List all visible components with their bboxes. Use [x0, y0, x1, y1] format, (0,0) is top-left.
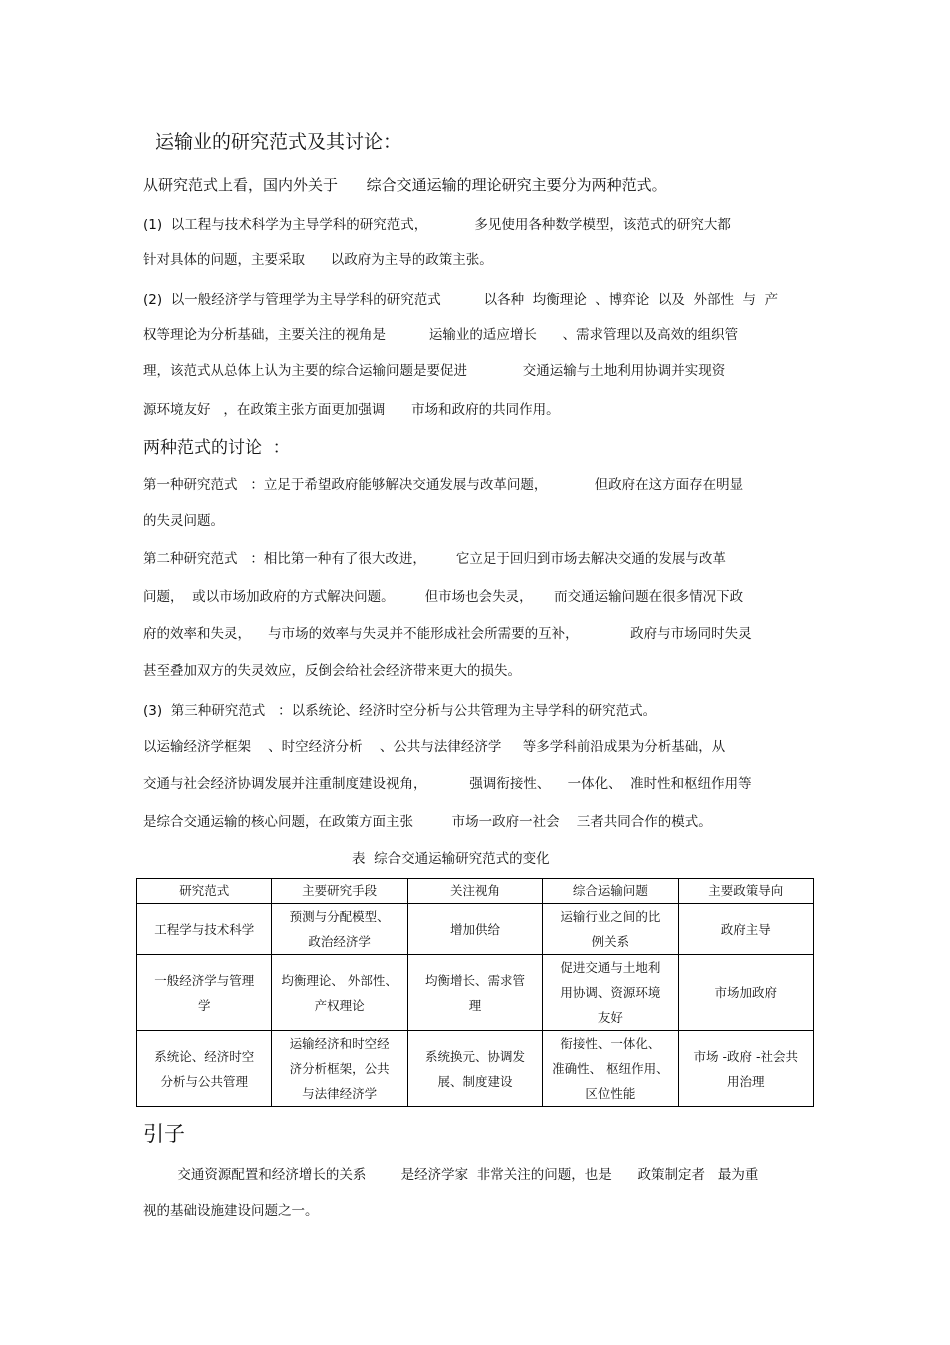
table-caption: 表 综合交通运输研究范式的变化: [352, 851, 550, 867]
table-cell: 增加供给: [407, 904, 542, 955]
paradigm3-line2: 以运输经济学框架 、时空经济分析 、公共与法律经济学 等多学科前沿成果为分析基础，从: [143, 739, 726, 755]
discussion2-line4: 甚至叠加双方的失灵效应，反倒会给社会经济带来更大的损失。: [143, 663, 521, 679]
discussion-heading: 两种范式的讨论 ：: [143, 438, 290, 458]
discussion2-line2: 问题， 或以市场加政府的方式解决问题。 但市场也会失灵， 而交通运输问题在很多情况下政: [143, 589, 744, 605]
table-header-cell: 综合运输问题: [543, 879, 678, 904]
table-header-cell: 关注视角: [407, 879, 542, 904]
table-cell: 系统换元、协调发 展、制度建设: [407, 1031, 542, 1107]
table-header-cell: 主要研究手段: [272, 879, 407, 904]
section-heading: 引子: [143, 1122, 185, 1146]
paradigm2-line3: 理，该范式从总体上认为主要的综合运输问题是要促进 交通运输与土地利用协调并实现资: [143, 363, 726, 379]
table-row: [137, 955, 814, 1031]
section-text-line2: 视的基础设施建设问题之一。: [143, 1203, 319, 1219]
paradigm1-line1: (1) 以工程与技术科学为主导学科的研究范式， 多见使用各种数学模型，该范式的研究大都: [143, 217, 731, 233]
paradigm-table: [136, 878, 814, 1107]
table-cell: 一般经济学与管理 学: [137, 955, 272, 1031]
table-cell: 市场 -政府 -社会共 用治理: [678, 1031, 813, 1107]
paradigm2-line2: 权等理论为分析基础，主要关注的视角是 运输业的适应增长 、需求管理以及高效的组织管: [143, 327, 739, 343]
paradigm2-line4: 源环境友好 ，在政策主张方面更加强调 市场和政府的共同作用。: [143, 402, 560, 418]
discussion1-line2: 的失灵问题。: [143, 513, 224, 529]
table-cell: 市场加政府: [678, 955, 813, 1031]
table-cell: 运输经济和时空经 济分析框架，公共 与法律经济学: [272, 1031, 407, 1107]
section-text-line1: 交通资源配置和经济增长的关系 是经济学家 非常关注的问题，也是 政策制定者 最为重: [143, 1167, 759, 1183]
table-cell: 政府主导: [678, 904, 813, 955]
paradigm3-line4: 是综合交通运输的核心问题，在政策方面主张 市场一政府一社会 三者共同合作的模式。: [143, 814, 712, 830]
discussion1-line1: 第一种研究范式 ：立足于希望政府能够解决交通发展与改革问题， 但政府在这方面存在明显: [143, 477, 744, 493]
page-title: 运输业的研究范式及其讨论：: [155, 131, 403, 153]
intro-paragraph: 从研究范式上看，国内外关于 综合交通运输的理论研究主要分为两种范式。: [143, 176, 667, 194]
paradigm2-line1: (2) 以一般经济学与管理学为主导学科的研究范式 以各种 均衡理论 、博弈论 以及 外部性 与 产: [143, 292, 779, 308]
discussion2-line1: 第二种研究范式 ：相比第一种有了很大改进， 它立足于回归到市场去解决交通的发展与改革: [143, 551, 726, 567]
table-cell: 均衡增长、需求管 理: [407, 955, 542, 1031]
table-cell: 运输行业之间的比 例关系: [543, 904, 678, 955]
paradigm3-line3: 交通与社会经济协调发展并注重制度建设视角， 强调衔接性、 一体化、 准时性和枢纽作用等: [143, 776, 752, 792]
discussion2-line3: 府的效率和失灵， 与市场的效率与失灵并不能形成社会所需要的互补， 政府与市场同时失灵: [143, 626, 752, 642]
table-cell: 工程学与技术科学: [137, 904, 272, 955]
paradigm3-line1: (3) 第三种研究范式 ：以系统论、经济时空分析与公共管理为主导学科的研究范式。: [143, 703, 657, 719]
table-cell: 衔接性、一体化、 准确性、 枢纽作用、 区位性能: [543, 1031, 678, 1107]
table-cell: 均衡理论、 外部性、 产权理论: [272, 955, 407, 1031]
table-cell: 系统论、经济时空 分析与公共管理: [137, 1031, 272, 1107]
table-row: [137, 904, 814, 955]
table-cell: 促进交通与土地利 用协调、资源环境 友好: [543, 955, 678, 1031]
table-cell: 预测与分配模型、 政治经济学: [272, 904, 407, 955]
table-header-cell: 研究范式: [137, 879, 272, 904]
table-header-cell: 主要政策导向: [678, 879, 813, 904]
paradigm1-line2: 针对具体的问题，主要采取 以政府为主导的政策主张。: [143, 252, 493, 268]
table-row: [137, 1031, 814, 1107]
